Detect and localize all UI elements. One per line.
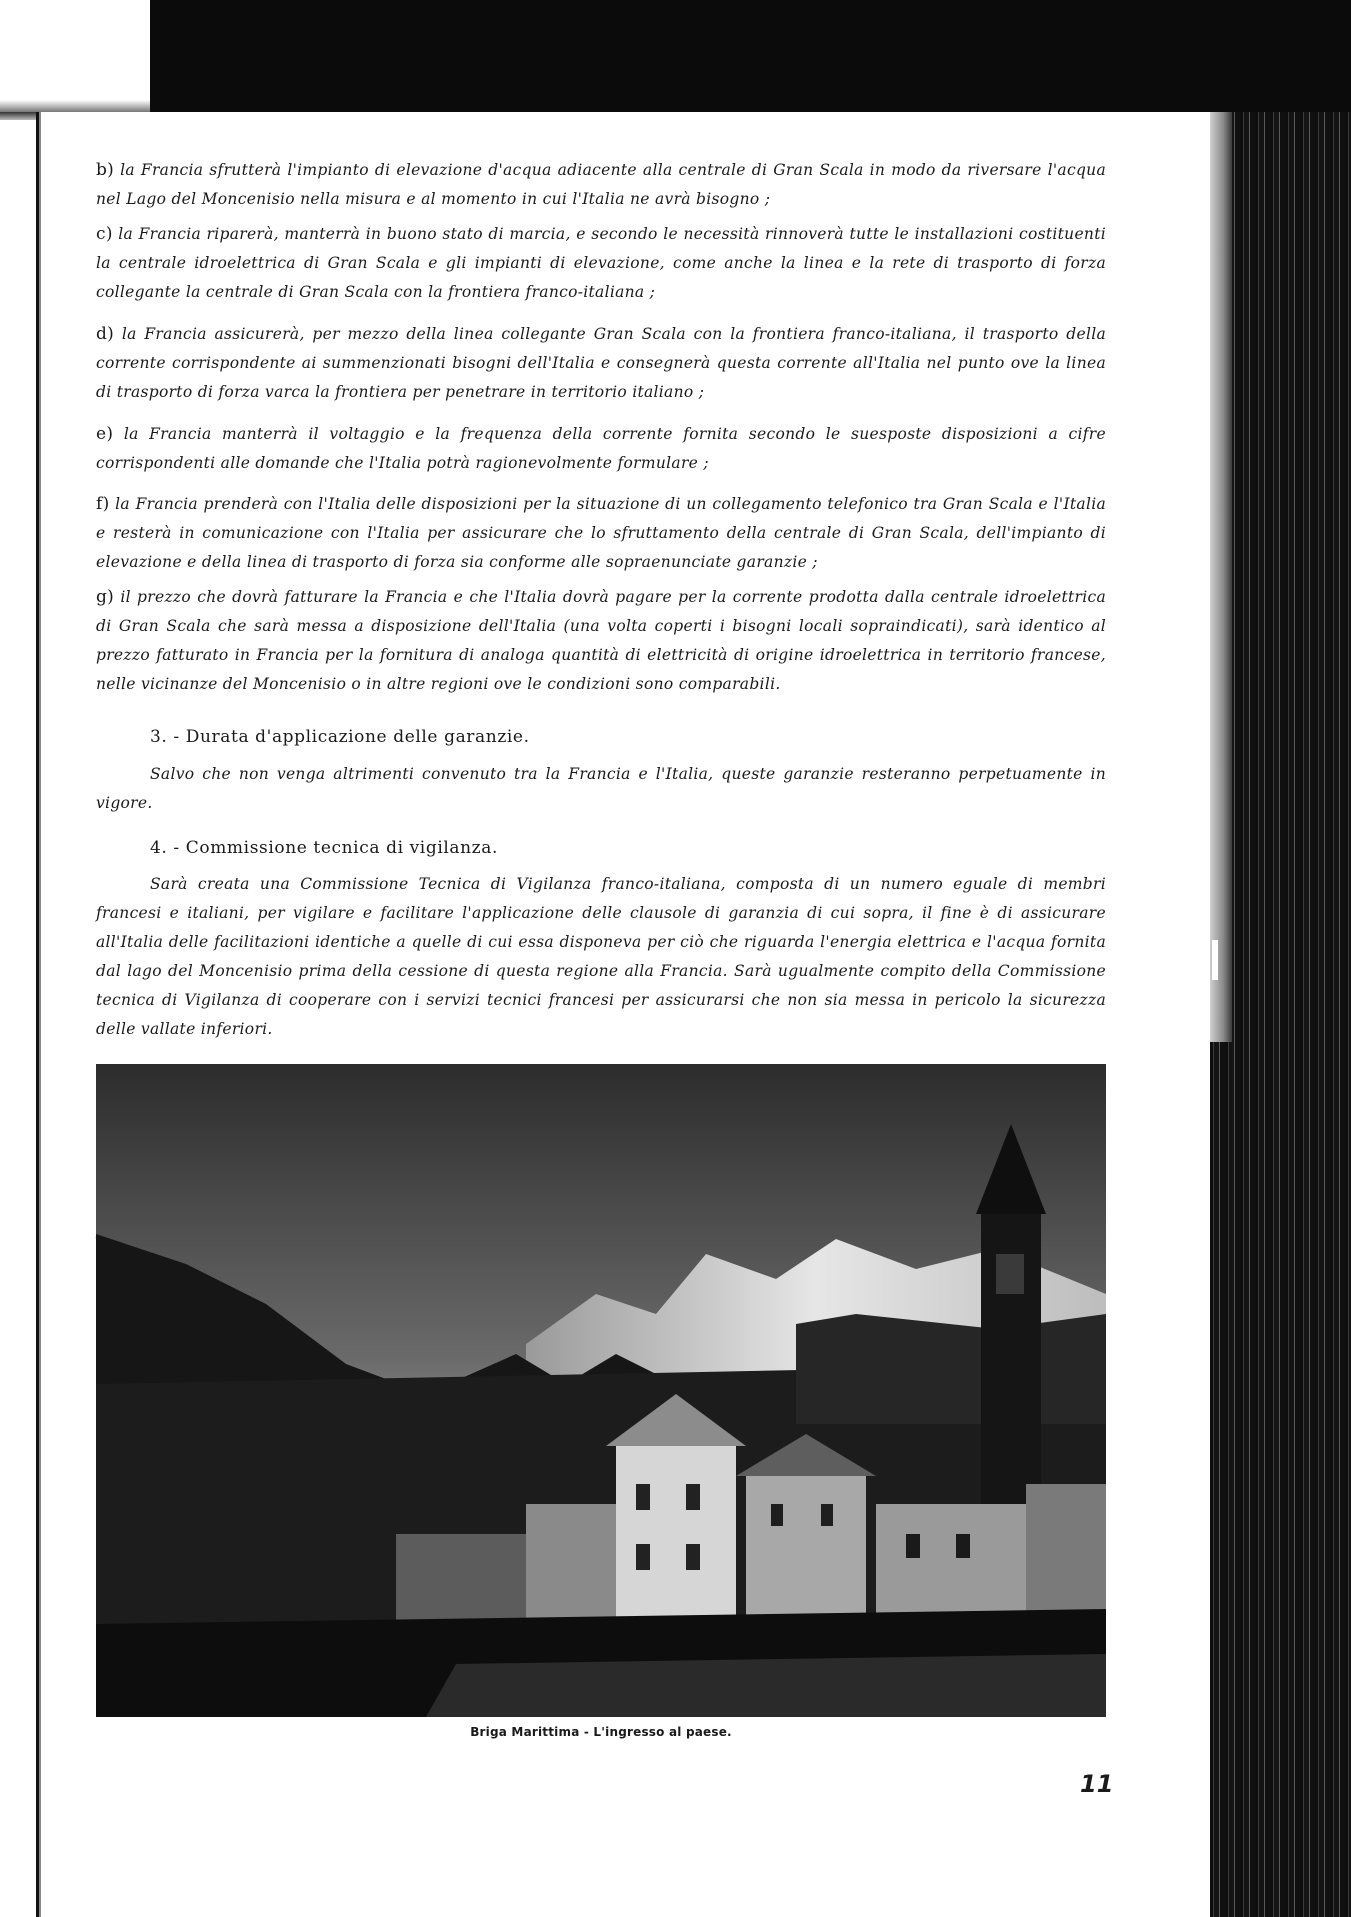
list-item-text: la Francia sfrutterà l'impianto di elevazione d'acqua adiacente alla centrale di Gran Scala in modo da riversare l'acqua nel Lago del Moncenisio nella misura e al momento in cui l'Italia ne avrà bisogno ; [96,161,1106,208]
list-item-label: c) [96,224,113,244]
section-3-text: Salvo che non venga altrimenti convenuto tra la Francia e l'Italia, queste garanzie resteranno perpetuamente in vigore. [96,765,1106,812]
list-item-label: g) [96,587,115,607]
list-item-text: la Francia riparerà, manterrà in buono stato di marcia, e secondo le necessità rinnoverà tutte le installazioni costituenti la centrale idroelettrica di Gran Scala e gli impianti di elevazione, come anche la linea e la rete di trasporto di forza collegante la centrale di Gran Scala con la frontiera franco-italiana ; [96,225,1106,301]
photo-caption: Briga Marittima - L'ingresso al paese. [470,1725,732,1739]
list-item-label: d) [96,324,115,344]
section-3-heading: 3. - Durata d'applicazione delle garanzie. [150,727,530,747]
list-item-g [96,583,1106,699]
book-spine-highlight [1210,112,1232,1042]
list-item-text: la Francia assicurerà, per mezzo della linea collegante Gran Scala con la frontiera franco-italiana, il trasporto della corrente corrispondente ai summenzionati bisogni dell'Italia e consegnerà questa corrente all'Italia nel punto ove la linea di trasporto di forza varca la frontiera per penetrare in territorio italiano ; [96,325,1106,401]
list-item-text: la Francia manterrà il voltaggio e la frequenza della corrente fornita secondo le suesposte disposizioni a cifre corrispondenti alle domande che l'Italia potrà ragionevolmente formulare ; [96,425,1106,472]
list-item-label: f) [96,494,110,514]
list-item-c [96,220,1106,307]
list-item-f [96,490,1106,577]
list-item-b [96,156,1106,214]
section-4-text: Sarà creata una Commissione Tecnica di Vigilanza franco-italiana, composta di un numero eguale di membri francesi e italiani, per vigilare e facilitare l'applicazione delle clausole di garanzia di cui sopra, il fine è di assicurare all'Italia delle facilitazioni identiche a quelle di cui essa disponeva per ciò che riguarda l'energia elettrica e l'acqua fornita dal lago del Moncenisio prima della cessione di questa regione alla Francia. Sarà ugualmente compito della Commissione tecnica di Vigilanza di cooperare con i servizi tecnici francesi per assicurarsi che non sia messa in pericolo la sicurezza delle vallate inferiori. [96,875,1106,1038]
list-item-d [96,320,1106,407]
section-4-heading: 4. - Commissione tecnica di vigilanza. [150,838,498,858]
scan-left-edge [36,112,44,1917]
photo-briga-marittima [96,1064,1106,1717]
list-item-text: la Francia prenderà con l'Italia delle disposizioni per la situazione di un collegamento telefonico tra Gran Scala e l'Italia e resterà in comunicazione con l'Italia per assicurare che lo sfruttamento della centrale di Gran Scala, dell'impianto di elevazione e della linea di trasporto di forza sia conforme alle sopraenunciate garanzie ; [96,495,1106,571]
list-item-e [96,420,1106,478]
scan-top-border [0,0,1351,112]
book-spine-mark [1212,940,1218,980]
list-item-label: b) [96,160,115,180]
page-number: 11 [1080,1770,1114,1798]
scan-left-edge-shadow [0,112,36,120]
list-item-label: e) [96,424,114,444]
list-item-text: il prezzo che dovrà fatturare la Francia e che l'Italia dovrà pagare per la corrente prodotta dalla centrale idroelettrica di Gran Scala che sarà messa a disposizione dell'Italia (una volta coperti i bisogni locali sopraindicati), sarà identico al prezzo fatturato in Francia per la fornitura di analoga quantità di elettricità di origine idroelettrica in territorio francese, nelle vicinanze del Moncenisio o in altre regioni ove le condizioni sono comparabili. [96,588,1106,693]
